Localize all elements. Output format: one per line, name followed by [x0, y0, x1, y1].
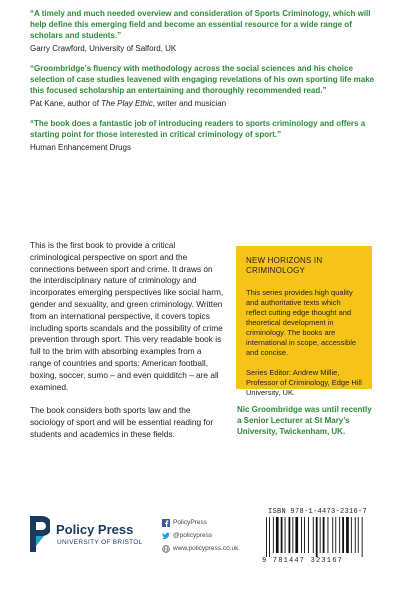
facebook-icon	[162, 519, 170, 527]
series-title	[246, 256, 362, 276]
twitter-link[interactable]	[162, 529, 238, 542]
barcode-bar	[328, 517, 329, 553]
series-title-line-2: CRIMINOLOGY	[246, 266, 306, 275]
barcode-bar	[362, 517, 363, 557]
barcode-bar	[342, 517, 344, 553]
barcode-bar	[332, 517, 333, 553]
barcode-number: 9 781447 323167	[262, 557, 344, 565]
description-paragraph-2: The book considers both sports law and the sociology of sport and will be essential reading for students and academics in these fields.	[30, 405, 214, 439]
barcode-bar	[273, 517, 274, 553]
endorsement-quote-3: “The book does a fantastic job of introducing readers to sports criminology and offers a starting point for those interested in critical criminology of sport.”	[30, 119, 366, 139]
barcode-bar	[308, 517, 309, 553]
barcode-bar	[292, 517, 293, 553]
series-info-box	[236, 246, 372, 397]
series-editor: Series Editor: Andrew Millie, Professor of Criminology, Edge Hill University, UK.	[246, 368, 362, 397]
barcode-bar	[285, 517, 286, 553]
barcode-bar	[281, 517, 283, 553]
publisher-name: Policy Press	[56, 522, 134, 537]
barcode-bar	[351, 517, 352, 553]
website-link[interactable]	[162, 542, 238, 555]
website-url: www.policypress.co.uk	[173, 545, 239, 552]
barcode-bar	[339, 517, 340, 553]
endorsement-attribution-3: Human Enhancement Drugs	[30, 143, 131, 152]
attribution-suffix: , writer and musician	[152, 99, 227, 108]
publisher-subtitle: UNIVERSITY OF BRISTOL	[57, 539, 143, 546]
barcode-bar	[295, 517, 298, 553]
book-description	[30, 240, 225, 453]
barcode-bar	[358, 517, 359, 553]
twitter-icon	[162, 532, 170, 540]
barcode-bar	[266, 517, 267, 557]
barcode-bar	[323, 517, 325, 553]
globe-icon	[162, 545, 170, 553]
endorsements	[30, 8, 375, 162]
barcode-bar	[304, 517, 305, 553]
barcode-bar	[276, 517, 279, 553]
barcode-bar	[301, 517, 302, 553]
series-description: This series provides high quality and authoritative texts which reflect cutting edge thought and theoretical development in criminology. The books are international in scope, accessible and concise.	[246, 288, 357, 357]
description-paragraph-1: This is the first book to provide a critical criminological perspective on sport and the connections between sport and crime. It draws on the interdisciplinary nature of criminology and incorporates emerging perspectives like social harm, gender and sexuality, and green criminology. Written from an international perspective, it covers topics including sports scandals and the possibility of crime prevention through sport. This very readable book is full to the brim with absorbing examples from a range of countries and sports: American football, boxing, soccer, sumo – and even quidditch – are all examined.	[30, 240, 224, 392]
barcode-bar	[335, 517, 336, 553]
facebook-link[interactable]	[162, 516, 238, 529]
barcode-bar	[355, 517, 356, 553]
policy-press-p-icon	[30, 516, 50, 552]
endorsement-quote-1: “A timely and much needed overview and consideration of Sports Criminology, which will help define this emerging field and become an essential resource for a wide range of scholars and students.”	[30, 9, 371, 40]
barcode-bar	[346, 517, 349, 553]
barcode	[264, 517, 374, 557]
attribution-prefix: Pat Kane, author of	[30, 99, 102, 108]
barcode-bar	[320, 517, 321, 553]
twitter-handle: @policypress	[173, 532, 213, 539]
barcode-bar	[289, 517, 291, 553]
barcode-bar	[269, 517, 270, 557]
endorsement-attribution-2	[30, 98, 375, 109]
facebook-handle: PolicyPress	[173, 519, 207, 526]
attribution-book-title: The Play Ethic	[101, 99, 153, 108]
series-title-line-1: NEW HORIZONS IN	[246, 256, 323, 265]
publisher-social-links	[162, 516, 238, 555]
author-bio: Nic Groombridge was until recently a Senior Lecturer at St Mary’s University, Twickenham, UK.	[237, 405, 372, 436]
isbn-label: ISBN 978-1-4473-2316-7	[268, 508, 368, 516]
barcode-bar	[313, 517, 314, 553]
endorsement-attribution-1: Garry Crawford, University of Salford, UK	[30, 44, 177, 53]
endorsement-quote-2: “Groombridge’s fluency with methodology across the social sciences and his choice selection of case studies leavened with engaging revelations of his own sporting life make this focused scholarship an entertaining and thoroughly recommended read.”	[30, 64, 375, 95]
barcode-bar	[316, 517, 318, 557]
